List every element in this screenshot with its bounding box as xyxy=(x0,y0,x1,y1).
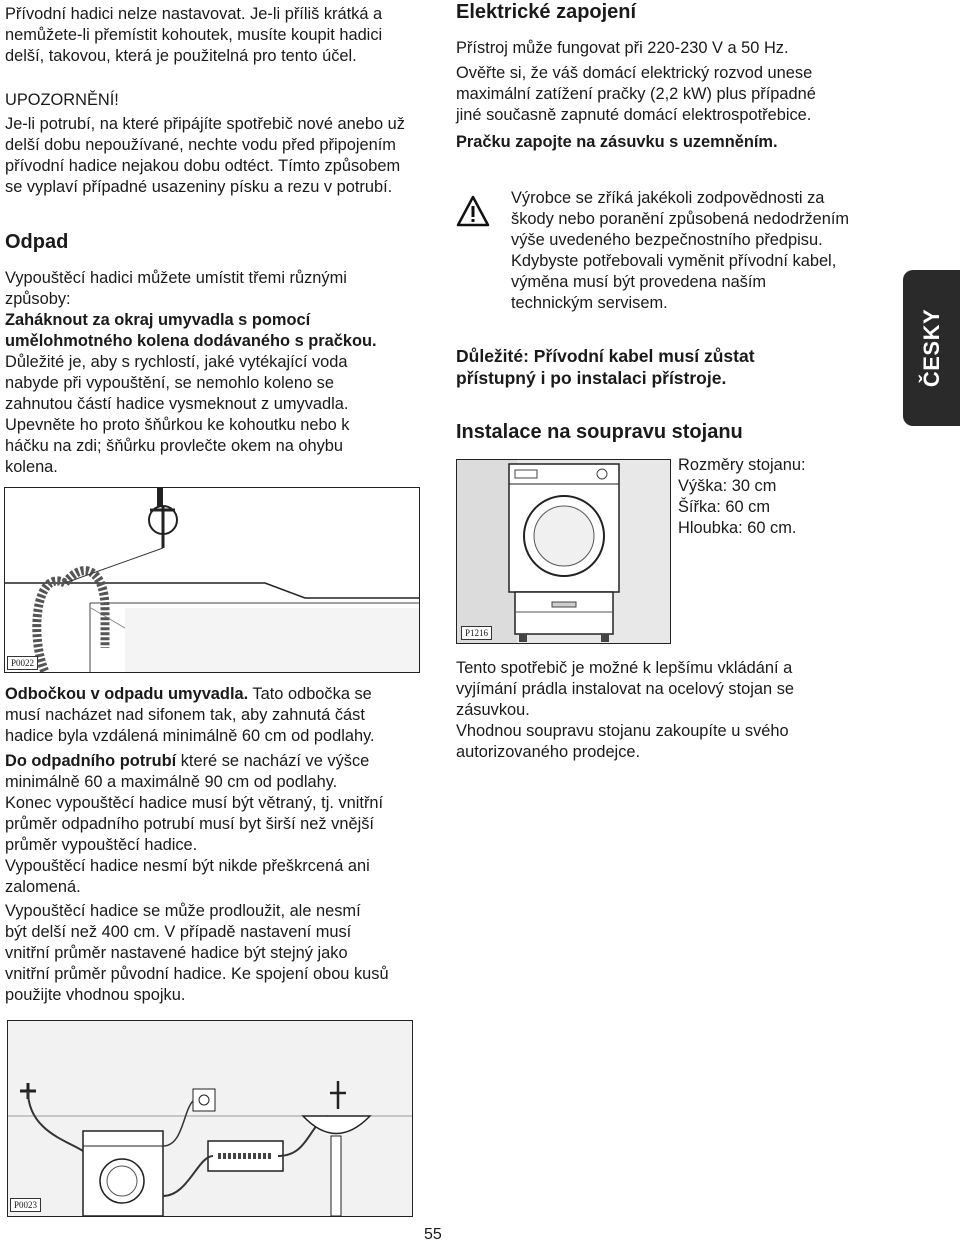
section-title-instalace: Instalace na soupravu stojanu xyxy=(456,421,743,443)
figure-sink-hook xyxy=(4,487,420,673)
warning-liability-text: Výrobce se zříká jakékoli zodpovědnosti za škody nebo poranění způsobená nedodržením výše uvedeného bezpečnostního předpisu. Kdybyste potřebovali vyměnit přívodní kabel, výměna musí být provedena naším technickým servisem. xyxy=(511,189,850,312)
prodlouzeni-text: Vypouštěcí hadice se může prodloužit, ale nesmí být delší než 400 cm. V případě nastavení musí vnitřní průměr nastavené hadice být stejný jako vnitřní průměr původní hadice. Ke spojení obou kusů použijte vhodnou spojku. xyxy=(5,902,389,1004)
elektro-voltage: Přístroj může fungovat při 220-230 V a 50 Hz. xyxy=(456,39,789,57)
warning-icon xyxy=(456,195,490,227)
language-tab xyxy=(903,270,960,426)
elektro-ground: Pračku zapojte na zásuvku s uzemněním. xyxy=(456,133,778,151)
figure-label: P0023 xyxy=(10,1198,41,1212)
sink-hook-illustration xyxy=(5,488,419,672)
figure-installation xyxy=(7,1020,413,1217)
odbocka-text: Odbočkou v odpadu umyvadla. Tato odbočka se musí nacházet nad sifonem tak, aby zahnutá část hadice byla vzdálená minimálně 60 cm od podlahy. xyxy=(5,685,375,745)
dulezite-text: Důležité: Přívodní kabel musí zůstat přístupný i po instalaci přístroje. xyxy=(456,346,755,388)
potrubi-text: Do odpadního potrubí které se nachází ve výšce minimálně 60 a maximálně 90 cm od podlahy. Konec vypouštěcí hadice musí být větraný, tj. vnitřní průměr odpadního potrubí musí byt širší než vnější průměr vypouštěcí hadice. Vypouštěcí hadice nesmí být nikde přeškrcená ani zalomená. xyxy=(5,752,384,896)
figure-label: P1216 xyxy=(461,626,492,640)
figure-pedestal xyxy=(456,459,671,644)
language-tab-label: ČESKY xyxy=(918,308,944,388)
page-number: 55 xyxy=(424,1226,442,1243)
pedestal-dimensions: Rozměry stojanu: Výška: 30 cm Šířka: 60 cm Hloubka: 60 cm. xyxy=(678,456,806,537)
section-title-odpad: Odpad xyxy=(5,231,69,253)
figure-label: P0022 xyxy=(7,656,38,670)
elektro-load: Ověřte si, že váš domácí elektrický rozvod unese maximální zatížení pračky (2,2 kW) plus případné jiné současně zapnuté domácí elektrospotřebice. xyxy=(456,64,816,124)
pedestal-info-text: Tento spotřebič je možné k lepšímu vkládání a vyjímání prádla instalovat na ocelový stojan se zásuvkou. Vhodnou soupravu stojanu zakoupíte u svého autorizovaného prodejce. xyxy=(456,659,795,761)
odpad-intro: Vypouštěcí hadici můžete umístit třemi různými způsoby: Zaháknout za okraj umyvadla s pomocí umělohmotného kolena dodávaného s pračkou. Důležité je, aby s rychlostí, jaké vytékající voda nabyde při vypouštění, se nemohlo koleno se zahnutou částí hadice vysmeknout z umyvadla. Upevněte ho proto šňůrkou ke kohoutku nebo k háčku na zdi; šňůrku provlečte okem na ohybu kolena. xyxy=(5,269,377,476)
warning-text: Je-li potrubí, na které připájíte spotřebič nové anebo už delší dobu nepoužívané, nechte vodu před připojením přívodní hadice nejakou dobu odtéct. Tímto způsobem se vyplaví případné usazeniny písku a rezu v potrubí. xyxy=(5,115,405,196)
warning-title: UPOZORNĚNÍ! xyxy=(5,91,119,109)
section-title-elektricke-zapojeni: Elektrické zapojení xyxy=(456,1,637,23)
pedestal-illustration xyxy=(457,460,670,643)
intro-text: Přívodní hadici nelze nastavovat. Je-li příliš krátká a nemůžete-li přemístit kohoutek, musíte koupit hadici delší, takovou, která je použitelná pro tento účel. xyxy=(5,5,383,65)
installation-illustration xyxy=(8,1021,412,1216)
